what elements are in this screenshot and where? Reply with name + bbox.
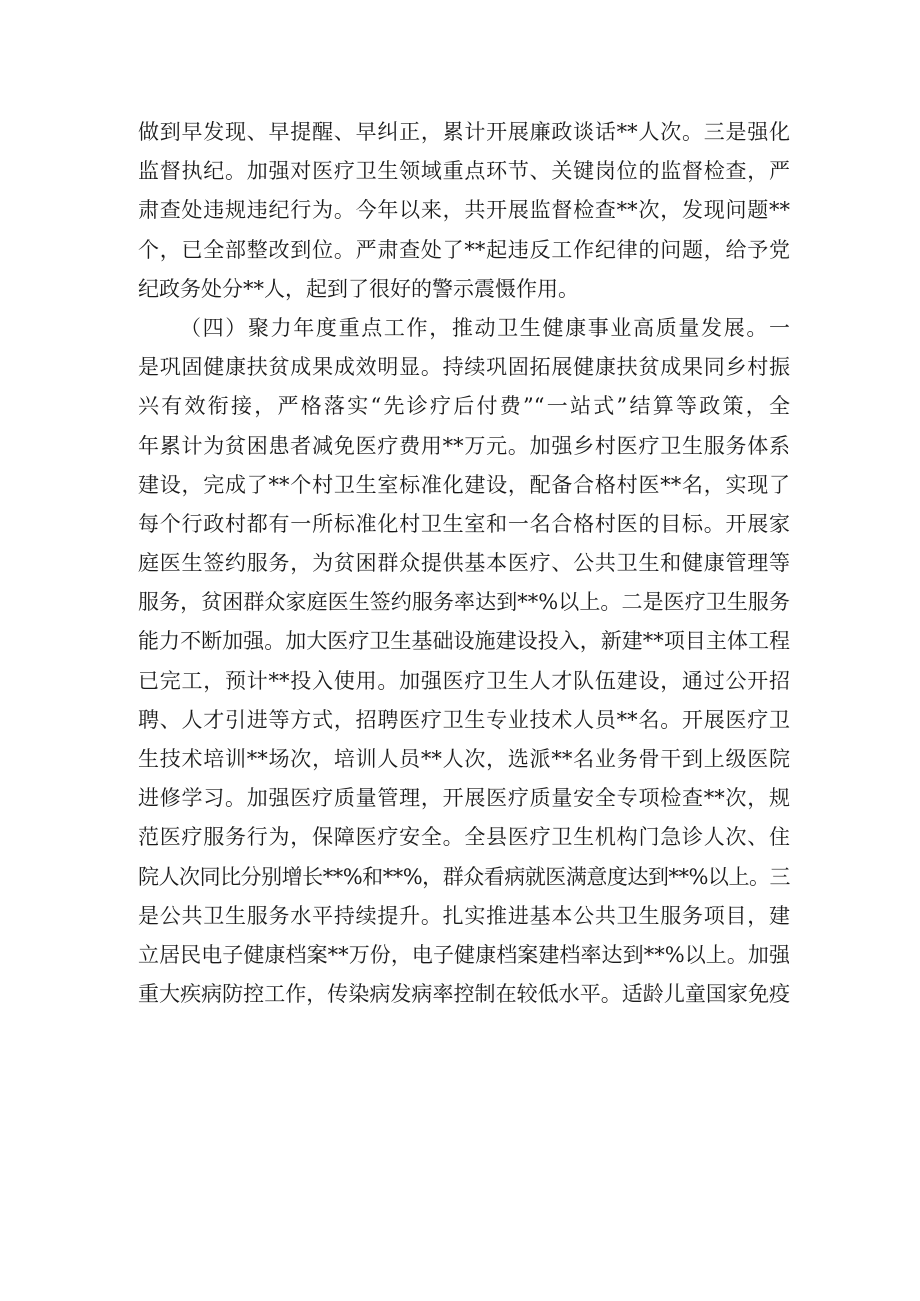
text-line: 是公共卫生服务水平持续提升。扎实推进基本公共卫生服务项目，建 [138, 903, 790, 928]
text-line: 监督执纪。加强对医疗卫生领域重点环节、关键岗位的监督检查，严 [138, 159, 790, 184]
text-line: 每个行政村都有一所标准化村卫生室和一名合格村医的目标。开展家 [138, 511, 790, 536]
text-line: 兴有效衔接，严格落实“先诊疗后付费”“一站式”结算等政策，全 [138, 394, 790, 419]
text-line: 建设，完成了**个村卫生室标准化建设，配备合格村医**名，实现了 [138, 472, 790, 497]
text-line: 聘、人才引进等方式，招聘医疗卫生专业技术人员**名。开展医疗卫 [138, 707, 790, 732]
text-line: 能力不断加强。加大医疗卫生基础设施建设投入，新建**项目主体工程 [138, 629, 790, 654]
text-line: 纪政务处分**人，起到了很好的警示震慑作用。 [138, 276, 579, 301]
text-line: 服务，贫困群众家庭医生签约服务率达到**%以上。二是医疗卫生服务 [138, 590, 790, 615]
text-line: 个，已全部整改到位。严肃查处了**起违反工作纪律的问题，给予党 [138, 237, 790, 262]
text-line: 做到早发现、早提醒、早纠正，累计开展廉政谈话**人次。三是强化 [138, 120, 790, 144]
text-line: 进修学习。加强医疗质量管理，开展医疗质量安全专项检查**次，规 [138, 786, 790, 811]
section-heading-line: （四）聚力年度重点工作，推动卫生健康事业高质量发展。一 [180, 315, 790, 340]
document-body [138, 113, 790, 1014]
text-line: 年累计为贫困患者减免医疗费用**万元。加强乡村医疗卫生服务体系 [138, 433, 790, 458]
text-line: 已完工，预计**投入使用。加强医疗卫生人才队伍建设，通过公开招 [138, 668, 790, 693]
text-line: 立居民电子健康档案**万份，电子健康档案建档率达到**%以上。加强 [138, 942, 790, 967]
text-line: 范医疗服务行为，保障医疗安全。全县医疗卫生机构门急诊人次、住 [138, 825, 790, 850]
text-line: 重大疾病防控工作，传染病发病率控制在较低水平。适龄儿童国家免疫 [138, 982, 790, 1007]
text-line: 庭医生签约服务，为贫困群众提供基本医疗、公共卫生和健康管理等 [138, 551, 790, 576]
text-line: 院人次同比分别增长**%和**%，群众看病就医满意度达到**%以上。三 [138, 864, 790, 889]
text-line: 生技术培训**场次，培训人员**人次，选派**名业务骨干到上级医院 [138, 747, 790, 771]
text-line: 是巩固健康扶贫成果成效明显。持续巩固拓展健康扶贫成果同乡村振 [138, 355, 790, 380]
text-line: 肃查处违规违纪行为。今年以来，共开展监督检查**次，发现问题** [138, 198, 790, 223]
